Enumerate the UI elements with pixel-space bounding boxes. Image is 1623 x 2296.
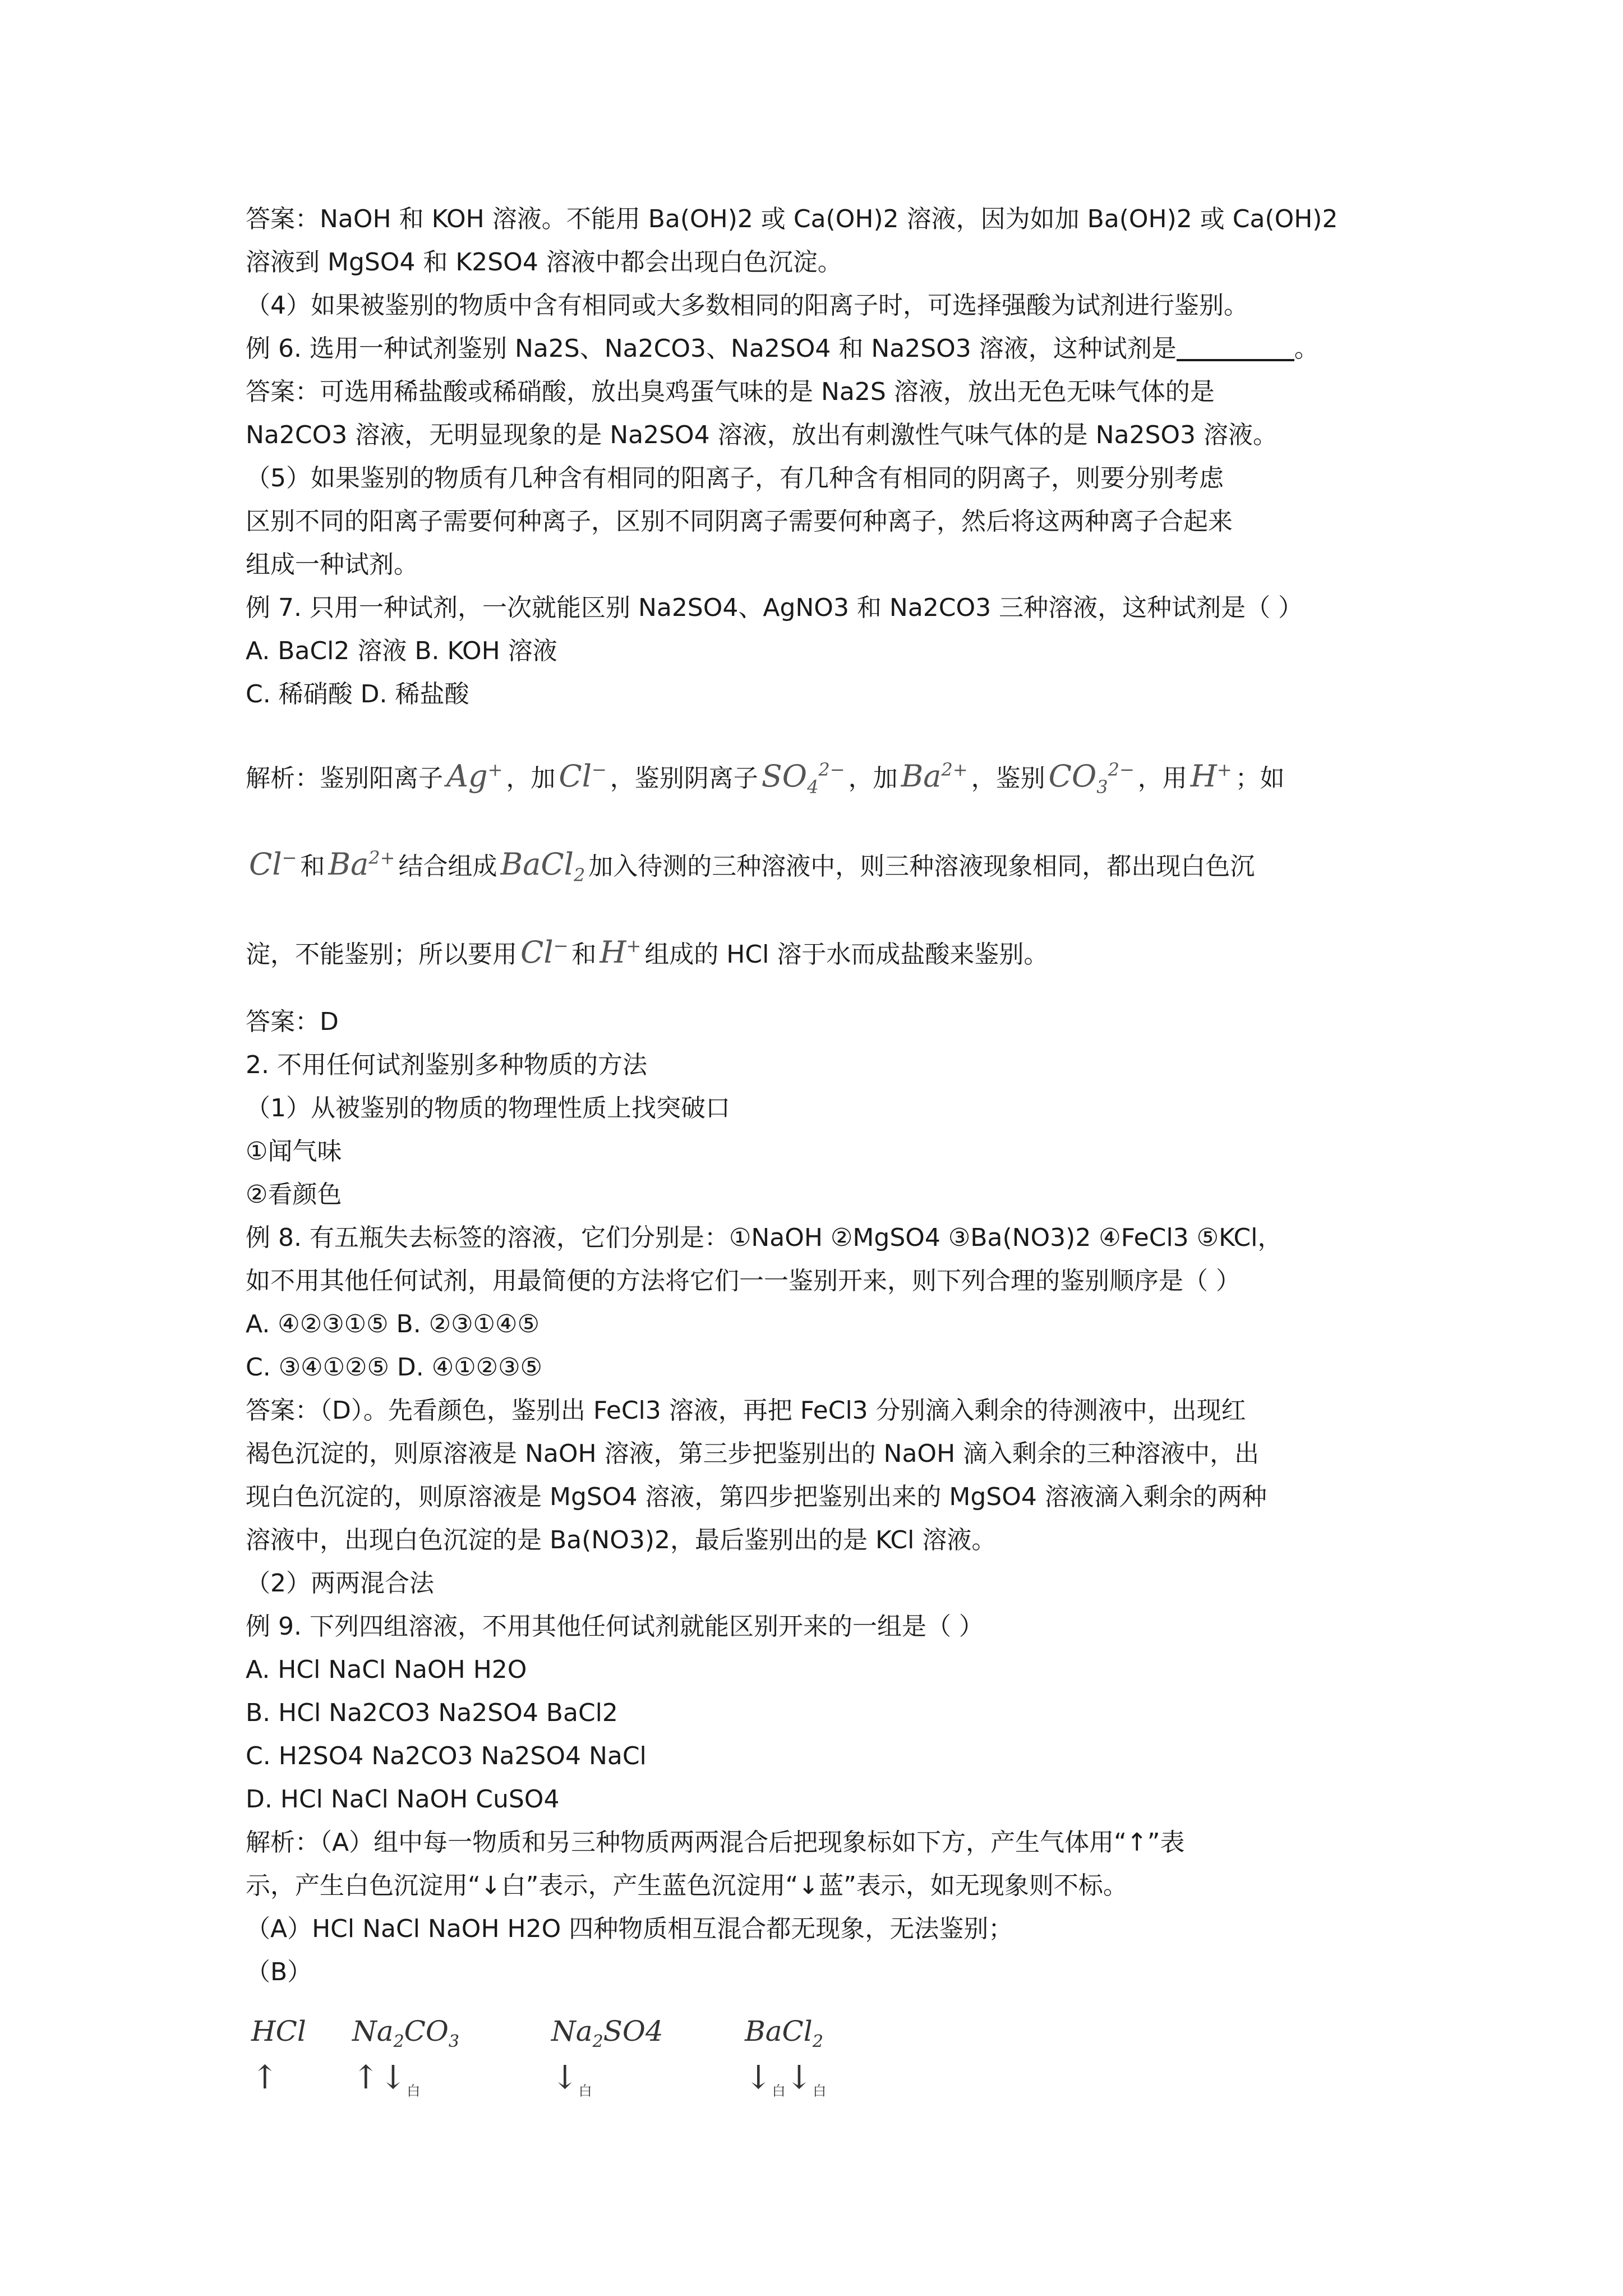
document-body — [246, 197, 1390, 2111]
text-line: 答案：可选用稀盐酸或稀硝酸，放出臭鸡蛋气味的是 Na2S 溶液，放出无色无味气体的是 — [246, 378, 1215, 406]
reaction-marks: $↓_白↓_白$ — [745, 2058, 827, 2099]
text-line: （2）两两混合法 — [246, 1569, 434, 1598]
mixing-result-figure — [246, 2010, 1390, 2111]
option-line: C. ③④①②⑤ D. ④①②③⑤ — [246, 1353, 542, 1382]
chloride-ion-formula: Cl− — [249, 846, 297, 882]
text-line: 区别不同的阳离子需要何种离子，区别不同阴离子需要何种离子，然后将这两种离子合起来 — [246, 507, 1233, 536]
formula-label: $Na_2CO_3$ — [352, 2015, 459, 2051]
text-line: 例 9. 下列四组溶液，不用其他任何试剂就能区别开来的一组是（ ） — [246, 1612, 984, 1641]
text-span: 淀，不能鉴别；所以要用 — [246, 940, 517, 969]
silver-ion-formula: Ag+ — [446, 758, 503, 794]
analysis-line-2 — [246, 814, 1390, 902]
text-line: 示，产生白色沉淀用“↓白”表示，产生蓝色沉淀用“↓蓝”表示，如无现象则不标。 — [246, 1871, 1128, 1900]
text-span: 例 6. 选用一种试剂鉴别 Na2S、Na2CO3、Na2SO4 和 Na2SO3 溶液，这种试剂是 — [246, 334, 1177, 363]
text-span: ，加 — [506, 764, 556, 793]
option-line: B. HCl Na2CO3 Na2SO4 BaCl2 — [246, 1699, 618, 1727]
text-line: 答案：D — [246, 1007, 339, 1036]
carbonate-ion-formula: $CO_3^{2-}$ — [1048, 758, 1135, 798]
na2co3-column — [352, 2010, 459, 2102]
text-span: ，鉴别阴离子 — [610, 764, 758, 793]
text-line: 例 7. 只用一种试剂，一次就能区别 Na2SO4、AgNO3 和 Na2CO3 三种溶液，这种试剂是（ ） — [246, 593, 1303, 622]
text-line: 答案：（D）。先看颜色，鉴别出 FeCl3 溶液，再把 FeCl3 分别滴入剩余的待测液中，出现红 — [246, 1396, 1246, 1425]
text-line: Na2CO3 溶液，无明显现象的是 Na2SO4 溶液，放出有刺激性气味气体的是 Na2SO3 溶液。 — [246, 421, 1278, 449]
text-span: ，鉴别 — [971, 764, 1045, 793]
text-line: 溶液中，出现白色沉淀的是 Ba(NO3)2，最后鉴别出的是 KCl 溶液。 — [246, 1526, 997, 1554]
text-line: 溶液到 MgSO4 和 K2SO4 溶液中都会出现白色沉淀。 — [246, 248, 842, 277]
barium-ion-formula: $Ba^{2+}$ — [901, 758, 968, 794]
text-line: 褐色沉淀的，则原溶液是 NaOH 溶液，第三步把鉴别出的 NaOH 滴入剩余的三种溶液中，出 — [246, 1439, 1260, 1468]
hydrogen-ion-formula: H+ — [1190, 758, 1232, 794]
barium-chloride-formula: BaCl$_2$ — [500, 846, 585, 886]
analysis-line-1 — [246, 726, 1390, 814]
option-line: C. H2SO4 Na2CO3 Na2SO4 NaCl — [246, 1742, 647, 1770]
reaction-marks: $↓_白$ — [551, 2058, 592, 2099]
text-line: ②看颜色 — [246, 1180, 342, 1209]
hydrogen-ion-formula: H+ — [600, 935, 642, 970]
option-line: A. HCl NaCl NaOH H2O — [246, 1655, 527, 1684]
text-line: （B） — [246, 1958, 312, 1986]
hcl-column — [251, 2010, 306, 2102]
barium-ion-formula: $Ba^{2+}$ — [328, 846, 395, 882]
answer-blank — [1177, 331, 1294, 361]
text-line: （1）从被鉴别的物质的物理性质上找突破口 — [246, 1094, 730, 1122]
chloride-ion-formula: Cl− — [520, 935, 569, 970]
text-span: 组成的 HCl 溶于水而成盐酸来鉴别。 — [644, 940, 1049, 969]
text-span: 结合组成 — [398, 852, 497, 881]
sulfate-ion-formula: $SO_4^{2-}$ — [761, 758, 845, 798]
text-line: 答案：NaOH 和 KOH 溶液。不能用 Ba(OH)2 或 Ca(OH)2 溶液，因为如加 Ba(OH)2 或 Ca(OH)2 — [246, 205, 1338, 233]
option-line: A. ④②③①⑤ B. ②③①④⑤ — [246, 1310, 540, 1338]
bacl2-column — [745, 2010, 826, 2102]
option-line: C. 稀硝酸 D. 稀盐酸 — [246, 680, 469, 708]
text-line: 组成一种试剂。 — [246, 550, 418, 579]
option-line: A. BaCl2 溶液 B. KOH 溶液 — [246, 637, 557, 665]
text-line: 例 8. 有五瓶失去标签的溶液，它们分别是：①NaOH ②MgSO4 ③Ba(NO3)2 ④FeCl3 ⑤KCl， — [246, 1223, 1283, 1252]
text-line: （A）HCl NaCl NaOH H2O 四种物质相互混合都无现象，无法鉴别； — [246, 1915, 1013, 1943]
text-span: 和 — [300, 852, 325, 881]
text-line: （5）如果鉴别的物质有几种含有相同的阳离子，有几种含有相同的阴离子，则要分别考虑 — [246, 464, 1224, 493]
text-line: ①闻气味 — [246, 1137, 342, 1166]
text-line: 现白色沉淀的，则原溶液是 MgSO4 溶液，第四步把鉴别出来的 MgSO4 溶液滴入剩余的两种 — [246, 1483, 1267, 1511]
chloride-ion-formula: Cl− — [559, 758, 607, 794]
text-span: 。 — [1294, 334, 1319, 363]
example-6-question — [246, 327, 1390, 370]
formula-label: HCl — [251, 2015, 306, 2047]
section-heading: 2. 不用任何试剂鉴别多种物质的方法 — [246, 1051, 647, 1079]
text-line: 解析：（A）组中每一物质和另三种物质两两混合后把现象标如下方，产生气体用“↑”表 — [246, 1828, 1185, 1857]
reaction-marks: $↑↓_白$ — [352, 2058, 421, 2099]
text-span: ，加 — [848, 764, 898, 793]
text-span: 解析：鉴别阳离子 — [246, 764, 443, 793]
text-span: 加入待测的三种溶液中，则三种溶液现象相同，都出现白色沉 — [588, 852, 1255, 881]
option-line: D. HCl NaCl NaOH CuSO4 — [246, 1785, 560, 1814]
text-line: （4）如果被鉴别的物质中含有相同或大多数相同的阳离子时，可选择强酸为试剂进行鉴别。 — [246, 291, 1248, 320]
na2so4-column — [551, 2010, 663, 2102]
text-span: 和 — [571, 940, 597, 969]
reaction-marks: ↑ — [251, 2058, 279, 2096]
formula-label: BaCl$_2$ — [745, 2015, 823, 2051]
analysis-line-3 — [246, 902, 1390, 990]
formula-label: $Na_2SO4$ — [551, 2015, 663, 2051]
text-line: 如不用其他任何试剂，用最简便的方法将它们一一鉴别开来，则下列合理的鉴别顺序是（ ） — [246, 1267, 1241, 1295]
text-span: ；如 — [1235, 764, 1285, 793]
text-span: ，用 — [1137, 764, 1187, 793]
